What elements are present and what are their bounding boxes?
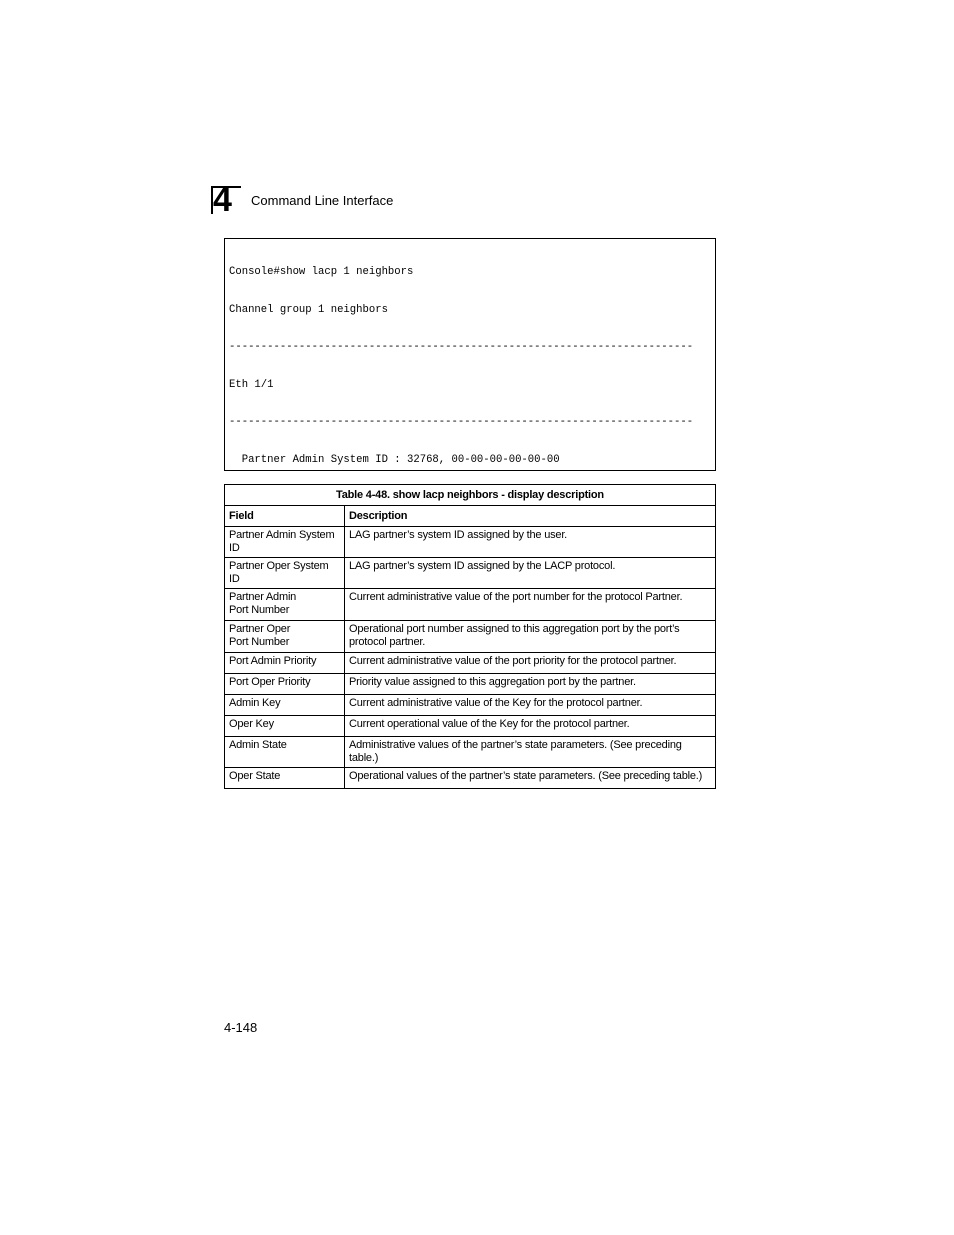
- table-row: [225, 621, 716, 653]
- table-row: [225, 589, 716, 621]
- table-row: [225, 695, 716, 716]
- field-cell: Oper Key: [225, 716, 345, 737]
- field-cell: Port Admin Priority: [225, 653, 345, 674]
- field-cell: Oper State: [225, 768, 345, 789]
- description-cell: Priority value assigned to this aggregation port by the partner.: [345, 674, 716, 695]
- column-header-field: Field: [225, 506, 345, 527]
- field-cell: Admin Key: [225, 695, 345, 716]
- page-number: 4-148: [224, 1020, 258, 1035]
- description-cell: LAG partner’s system ID assigned by the user.: [345, 527, 716, 558]
- description-cell: Current administrative value of the Key for the protocol partner.: [345, 695, 716, 716]
- description-cell: Operational values of the partner’s state parameters. (See preceding table.): [345, 768, 716, 789]
- chapter-number: 4: [213, 181, 231, 219]
- description-cell: Current administrative value of the port priority for the protocol partner.: [345, 653, 716, 674]
- console-line: -------------------------------------------------------------------------: [229, 341, 694, 353]
- field-cell: Partner Admin System ID: [225, 527, 345, 558]
- field-cell: Admin State: [225, 737, 345, 768]
- console-line: Partner Admin System ID : 32768, 00-00-00-00-00-00: [229, 453, 560, 466]
- description-cell: Current administrative value of the port number for the protocol Partner.: [345, 589, 716, 621]
- description-cell: Administrative values of the partner’s state parameters. (See preceding table.): [345, 737, 716, 768]
- table-row: [225, 558, 716, 589]
- table-caption-row: [225, 485, 716, 506]
- description-cell: LAG partner’s system ID assigned by the LACP protocol.: [345, 558, 716, 589]
- description-cell: Current operational value of the Key for the protocol partner.: [345, 716, 716, 737]
- table-row: [225, 653, 716, 674]
- table-row: [225, 768, 716, 789]
- table-row: [225, 716, 716, 737]
- field-cell: Partner Oper System ID: [225, 558, 345, 589]
- field-cell: Partner Oper Port Number: [225, 621, 345, 653]
- table-row: [225, 527, 716, 558]
- console-line: -------------------------------------------------------------------------: [229, 416, 694, 428]
- console-line: Eth 1/1: [229, 378, 274, 391]
- table-row: [225, 674, 716, 695]
- console-line: Channel group 1 neighbors: [229, 303, 388, 316]
- table-caption: Table 4-48. show lacp neighbors - display description: [225, 485, 716, 506]
- description-table: [224, 484, 716, 789]
- table-header-row: [225, 506, 716, 527]
- chapter-title: Command Line Interface: [251, 193, 394, 208]
- field-cell: Port Oper Priority: [225, 674, 345, 695]
- column-header-description: Description: [345, 506, 716, 527]
- console-line: Console#show lacp 1 neighbors: [229, 266, 414, 278]
- description-cell: Operational port number assigned to this aggregation port by the port’s protocol partner.: [345, 621, 716, 653]
- table-row: [225, 737, 716, 768]
- console-output: [224, 238, 716, 471]
- field-cell: Partner Admin Port Number: [225, 589, 345, 621]
